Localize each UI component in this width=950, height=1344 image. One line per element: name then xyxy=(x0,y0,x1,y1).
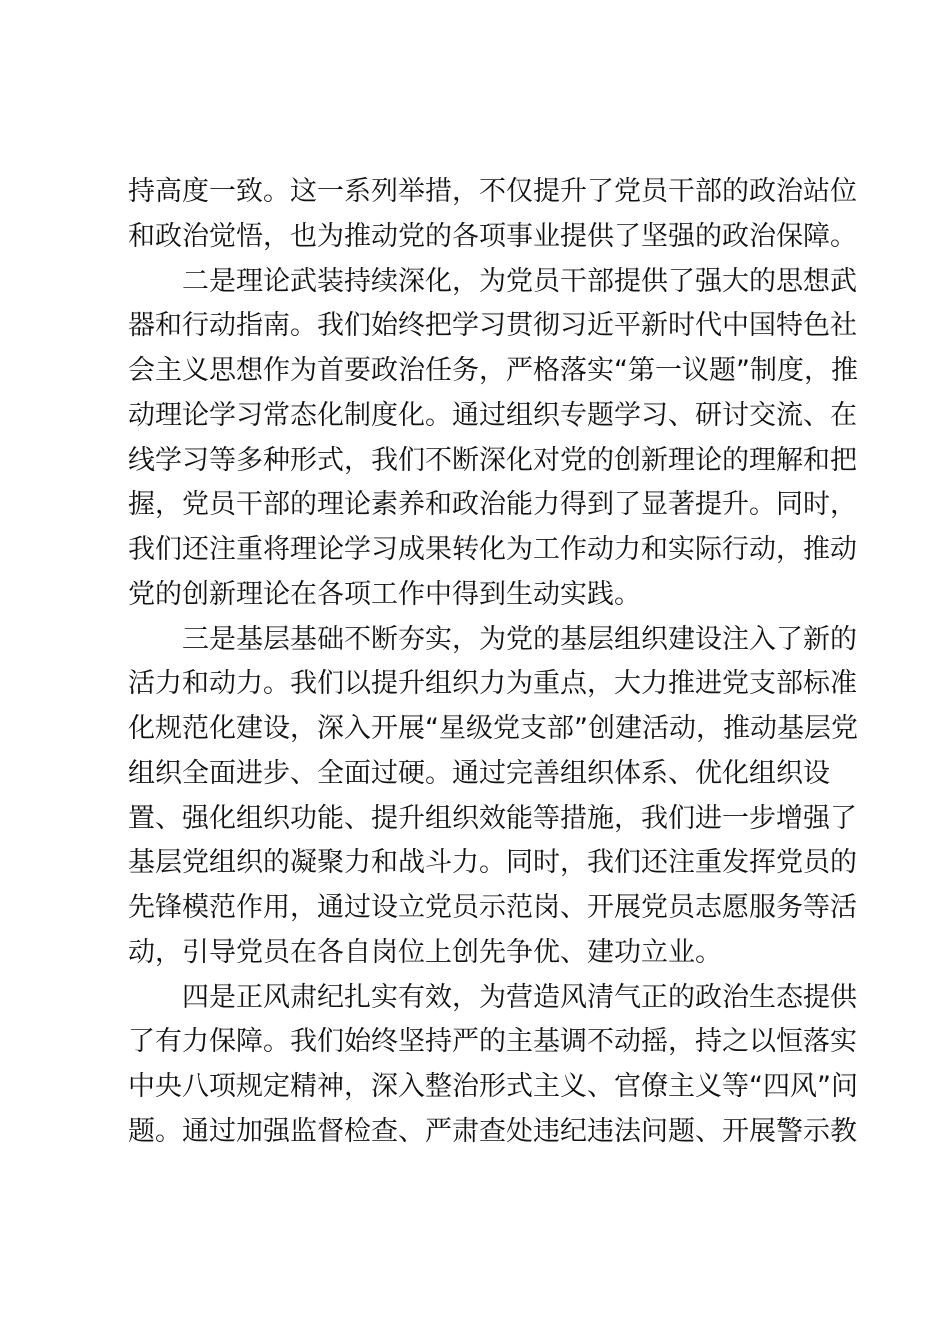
text-line: 组织全面进步、全面过硬。通过完善组织体系、优化组织设 xyxy=(128,757,830,789)
paragraph-start-line: 三是基层基础不断夯实，为党的基层组织建设注入了新的 xyxy=(182,623,857,655)
text-line: 党的创新理论在各项工作中得到生动实践。 xyxy=(128,578,641,610)
text-line: 基层党组织的凝聚力和战斗力。同时，我们还注重发挥党员的 xyxy=(128,847,857,879)
text-line: 化规范化建设，深入开展“星级党支部”创建活动，推动基层党 xyxy=(128,713,858,744)
text-line: 活力和动力。我们以提升组织力为重点，大力推进党支部标准 xyxy=(128,668,857,700)
text-line: 置、强化组织功能、提升组织效能等措施，我们进一步增强了 xyxy=(128,802,857,834)
paragraph-start-line: 四是正风肃纪扎实有效，为营造风清气正的政治生态提供 xyxy=(182,981,857,1013)
text-line: 先锋模范作用，通过设立党员示范岗、开展党员志愿服务等活 xyxy=(128,892,857,923)
text-line: 器和行动指南。我们始终把学习贯彻习近平新时代中国特色社 xyxy=(128,310,857,342)
text-line: 会主义思想作为首要政治任务，严格落实“第一议题”制度，推 xyxy=(128,355,858,386)
text-line: 题。通过加强监督检查、严肃查处违纪违法问题、开展警示教 xyxy=(128,1115,857,1147)
text-line: 了有力保障。我们始终坚持严的主基调不动摇，持之以恒落实 xyxy=(128,1026,857,1058)
text-line: 中央八项规定精神，深入整治形式主义、官僚主义等“四风”问 xyxy=(128,1071,858,1102)
paragraph-start-line: 二是理论武装持续深化，为党员干部提供了强大的思想武 xyxy=(182,265,857,297)
body-text xyxy=(128,170,858,1155)
text-line: 线学习等多种形式，我们不断深化对党的创新理论的理解和把 xyxy=(128,444,857,476)
text-line: 持高度一致。这一系列举措，不仅提升了党员干部的政治站位 xyxy=(128,176,857,207)
text-line: 我们还注重将理论学习成果转化为工作动力和实际行动，推动 xyxy=(128,534,857,565)
text-line: 动理论学习常态化制度化。通过组织专题学习、研讨交流、在 xyxy=(128,399,857,431)
text-line: 动，引导党员在各自岗位上创先争优、建功立业。 xyxy=(128,936,722,968)
text-line: 和政治觉悟，也为推动党的各项事业提供了坚强的政治保障。 xyxy=(128,220,857,252)
text-line: 握，党员干部的理论素养和政治能力得到了显著提升。同时， xyxy=(128,489,857,521)
